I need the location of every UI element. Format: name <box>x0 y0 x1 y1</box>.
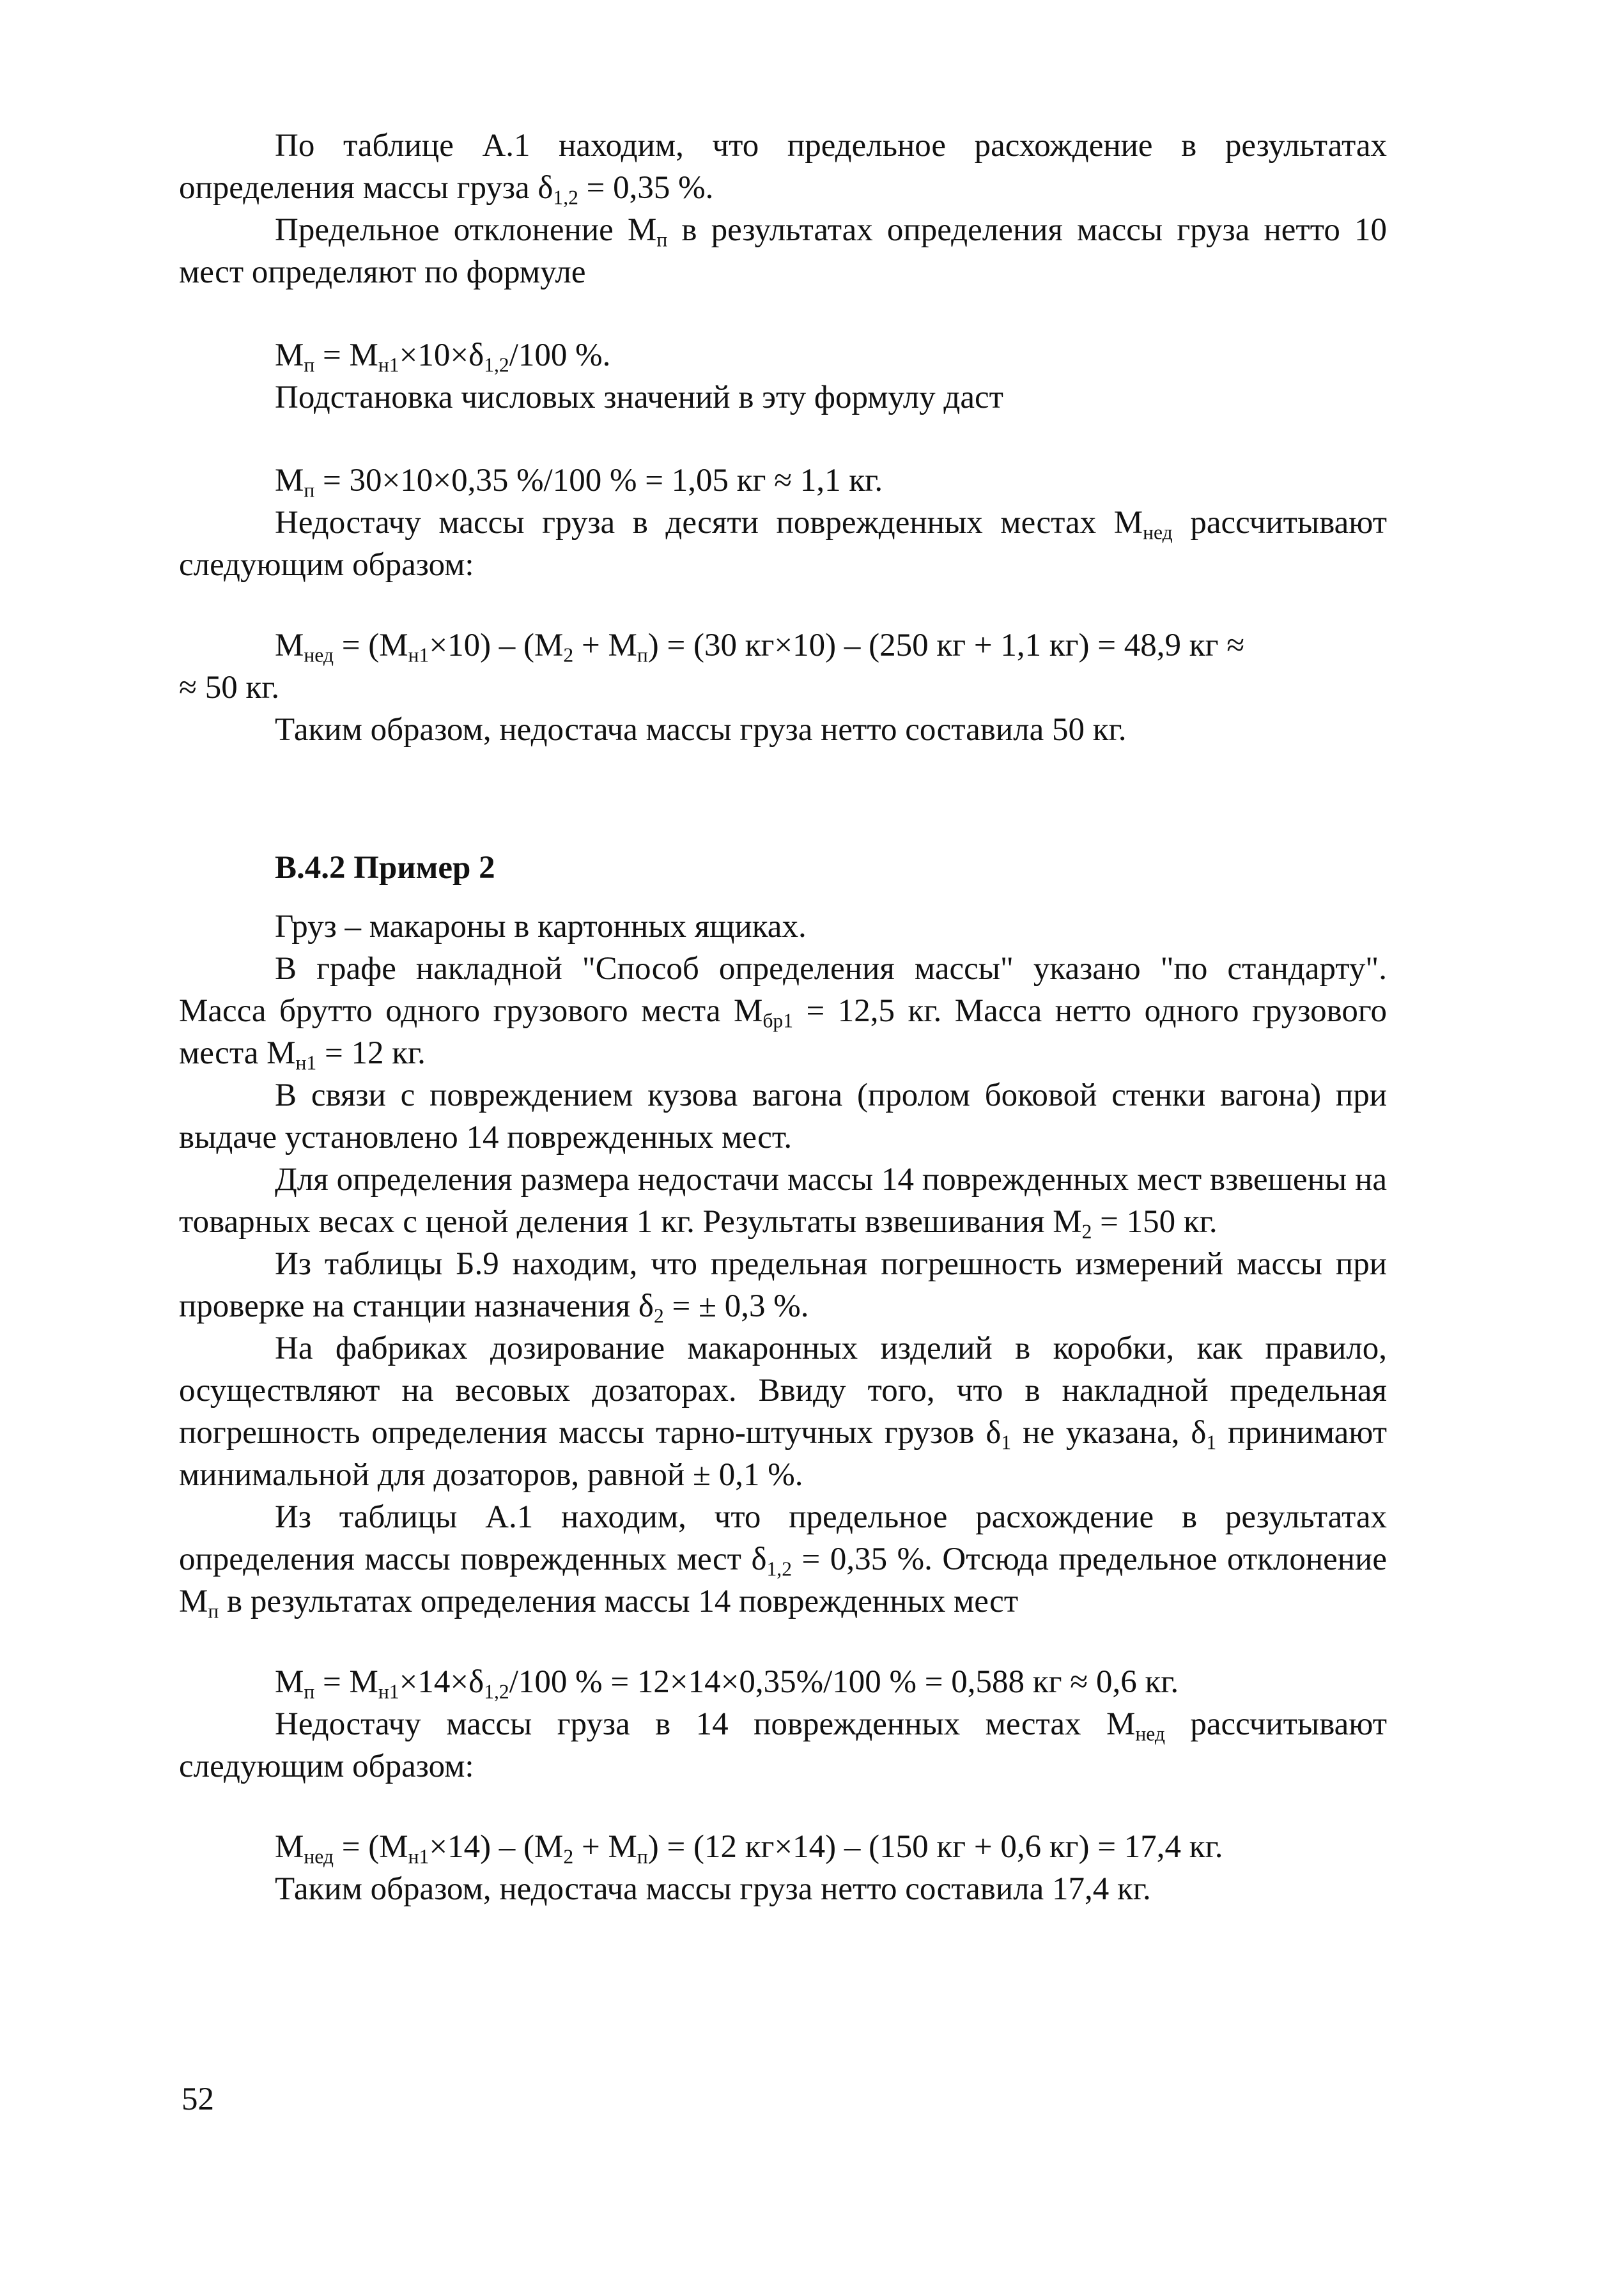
paragraph: В графе накладной "Способ определения массы" указано "по стандарту". Масса брутто одного грузового места $М_{бр1} = 12,5$ кг. Масса нетто одного грузового места $М_{н1} = 12$ кг. <box>179 951 1388 1074</box>
paragraph: На фабриках дозирование макаронных изделий в коробки, как правило, осуществляют на весовых дозаторах. Ввиду того, что в накладной предельная погрешность определения массы тарно-штучных грузов $\delta_1$ не указана, $\delta_1$ принимают минимальной для дозаторов, равной ± 0,1 %. <box>179 1331 1388 1493</box>
paragraph: В связи с повреждением кузова вагона (пролом боковой стенки вагона) при выдаче установлено 14 поврежденных мест. <box>179 1077 1387 1155</box>
paragraph: Таким образом, недостача массы груза нетто составила 17,4 кг. <box>275 1871 1151 1907</box>
paragraph: Для определения размера недостачи массы 14 поврежденных мест взвешены на товарных весах с ценой деления 1 кг. Результаты взвешивания $М_2 = 150$ кг. <box>179 1162 1387 1243</box>
paragraph: По таблице А.1 находим, что предельное расхождение в результатах определения массы груза $\delta_{1,2} = 0,35$ %. <box>179 128 1387 209</box>
paragraph: Недостачу массы груза в 14 поврежденных местах $М_{нед}$ рассчитывают следующим образом: <box>179 1706 1387 1784</box>
paragraph: Таким образом, недостача массы груза нетто составила 50 кг. <box>275 712 1127 748</box>
page-body <box>179 125 1387 1910</box>
paragraph: Недостачу массы груза в десяти поврежденных местах $М_{нед}$ рассчитывают следующим образом: <box>179 505 1387 583</box>
formula: $М_{нед} = (М_{н1}\times 10) - (М_2 + М_п) = (30$ кг×10) – (250 кг + 1,1 кг) = 48,9 кг ≈ <box>275 628 1245 667</box>
paragraph: Из таблицы А.1 находим, что предельное расхождение в результатах определения массы поврежденных мест $\delta_{1,2} = 0,35$ %. Отсюда предельное отклонение $М_п$ в результатах определения массы 14 поврежденных мест <box>179 1499 1387 1623</box>
formula: $М_п = М_{н1}\times 14\times\delta_{1,2}/100$ % = 12×14×0,35%/100 % = 0,588 кг ≈ 0,6 кг. <box>275 1664 1179 1703</box>
paragraph: Из таблицы Б.9 находим, что предельная погрешность измерений массы при проверке на станции назначения $\delta_2$ = ± 0,3 %. <box>179 1246 1387 1327</box>
formula: $М_{нед} = (М_{н1}\times 14) - (М_2 + М_п) = (12$ кг×14) – (150 кг + 0,6 кг) = 17,4 кг. <box>275 1829 1223 1868</box>
section-heading: В.4.2 Пример 2 <box>275 850 495 886</box>
formula: $М_п = 30\times 10\times 0,35$ %/100 % = 1,05 кг ≈ 1,1 кг. <box>275 463 883 502</box>
page-number: 52 <box>182 2081 214 2117</box>
paragraph: Предельное отклонение $М_п$ в результатах определения массы груза нетто 10 мест определяют по формуле <box>179 212 1387 290</box>
formula-continuation: ≈ 50 кг. <box>179 670 280 706</box>
formula: $М_п = М_{н1}\times 10\times\delta_{1,2}/100$ %. <box>275 337 611 376</box>
paragraph: Груз – макароны в картонных ящиках. <box>275 909 807 945</box>
paragraph: Подстановка числовых значений в эту формулу даст <box>275 380 1003 415</box>
